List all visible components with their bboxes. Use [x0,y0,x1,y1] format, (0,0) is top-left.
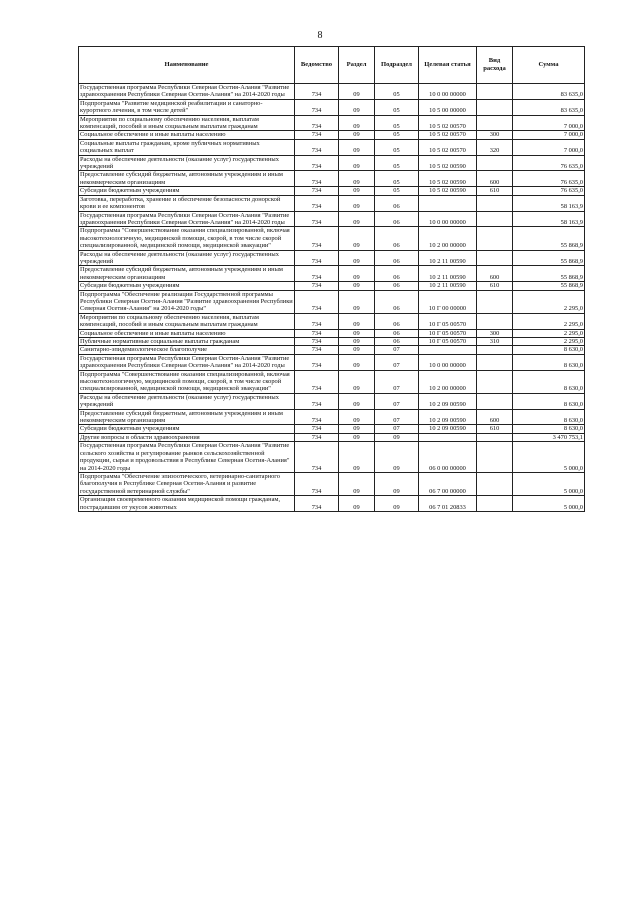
cell-target: 10 5 02 00590 [419,187,477,195]
cell-section: 09 [339,187,375,195]
cell-section: 09 [339,250,375,266]
cell-exptype: 300 [477,131,513,139]
table-body [79,84,585,512]
cell-sum: 8 630,0 [513,354,585,370]
cell-name: Предоставление субсидий бюджетным, автономным учреждениям и иным некоммерческим организациям [79,266,295,282]
cell-dept: 734 [295,99,339,115]
cell-subsection: 06 [375,250,419,266]
cell-subsection: 09 [375,496,419,512]
cell-sum: 55 868,9 [513,227,585,250]
cell-dept: 734 [295,139,339,155]
cell-section: 09 [339,409,375,425]
cell-name: Расходы на обеспечение деятельности (оказание услуг) государственных учреждений [79,155,295,171]
cell-exptype [477,211,513,227]
table-row [79,250,585,266]
cell-target: 10 Г 05 00570 [419,313,477,329]
cell-target [419,195,477,211]
cell-sum: 8 630,0 [513,425,585,433]
cell-exptype [477,250,513,266]
cell-name: Государственная программа Республики Северная Осетия-Алания "Развитие сельского хозяйства и регулирование рынков сельскохозяйственной продукции, сырья и продовольствия в Республике Северная Осетия-Алания" на 2014-2020 годы [79,442,295,473]
cell-exptype: 600 [477,409,513,425]
cell-exptype [477,155,513,171]
table-row [79,195,585,211]
table-row [79,370,585,393]
cell-name: Субсидии бюджетным учреждениям [79,425,295,433]
cell-section: 09 [339,99,375,115]
cell-sum: 8 630,0 [513,346,585,354]
cell-sum: 55 868,9 [513,250,585,266]
cell-subsection: 09 [375,433,419,441]
cell-target: 10 2 00 00000 [419,227,477,250]
cell-dept: 734 [295,409,339,425]
cell-subsection: 09 [375,472,419,495]
cell-subsection: 06 [375,329,419,337]
header-section: Раздел [339,47,375,84]
cell-subsection: 06 [375,227,419,250]
cell-exptype: 310 [477,338,513,346]
table-row [79,338,585,346]
cell-exptype [477,433,513,441]
page-number: 8 [317,30,323,41]
cell-sum: 5 000,0 [513,472,585,495]
cell-subsection: 07 [375,354,419,370]
cell-name: Подпрограмма "Развитие медицинской реабилитации и санаторно-курортного лечения, в том числе детей" [79,99,295,115]
cell-sum: 8 630,0 [513,409,585,425]
cell-dept: 734 [295,250,339,266]
cell-subsection: 06 [375,290,419,313]
cell-target: 06 7 00 00000 [419,472,477,495]
cell-subsection: 06 [375,266,419,282]
cell-sum: 55 868,9 [513,266,585,282]
cell-section: 09 [339,155,375,171]
table-row [79,393,585,409]
cell-subsection: 05 [375,84,419,100]
table-row [79,211,585,227]
cell-exptype [477,354,513,370]
header-target: Целевая статья [419,47,477,84]
header-sum: Сумма [513,47,585,84]
cell-name: Подпрограмма "Обеспечение реализации Государственной программы Республики Северная Осетия-Алания "Развитие здравоохранения Республики Северная Осетия-Алания" на 2014-2020 годы" [80,290,293,313]
cell-sum: 7 000,0 [513,131,585,139]
cell-target [419,433,477,441]
cell-dept: 734 [295,187,339,195]
cell-target: 06 0 00 00000 [419,442,477,473]
cell-target: 10 5 02 00570 [419,115,477,131]
cell-name: Государственная программа Республики Северная Осетия-Алания "Развитие здравоохранения Республики Северная Осетия-Алания" на 2014-2020 годы [79,211,295,227]
cell-sum: 2 295,0 [513,329,585,337]
cell-dept: 734 [295,290,339,313]
cell-name: Расходы на обеспечение деятельности (оказание услуг) государственных учреждений [79,250,295,266]
table-header-row [79,47,585,84]
cell-exptype [477,472,513,495]
cell-dept: 734 [295,227,339,250]
table-row [79,433,585,441]
cell-section: 09 [339,139,375,155]
cell-subsection: 06 [375,282,419,290]
cell-section: 09 [339,211,375,227]
cell-sum: 3 470 753,1 [513,433,585,441]
cell-name: Социальное обеспечение и иные выплаты населению [79,131,295,139]
cell-dept: 734 [295,370,339,393]
cell-exptype [477,115,513,131]
cell-name: Субсидии бюджетным учреждениям [79,282,295,290]
cell-sum: 2 295,0 [513,290,585,313]
cell-subsection: 07 [375,393,419,409]
table-row [79,496,585,512]
cell-target: 10 5 02 00590 [419,171,477,187]
cell-exptype [477,313,513,329]
cell-name: Подпрограмма "Совершенствование оказания специализированной, включая высокотехнологичную, медицинской помощи, скорой, в том числе скорой специализированной, медицинской помощи, медицинской эвакуации" [79,370,295,393]
cell-sum: 55 868,9 [513,282,585,290]
cell-exptype [477,346,513,354]
cell-section: 09 [339,131,375,139]
cell-sum: 8 630,0 [513,393,585,409]
cell-section: 09 [339,195,375,211]
cell-dept: 734 [295,433,339,441]
cell-exptype [477,393,513,409]
cell-section: 09 [339,496,375,512]
cell-target: 10 5 02 00590 [419,155,477,171]
cell-target: 10 Г 05 00570 [419,338,477,346]
cell-sum: 5 000,0 [513,442,585,473]
cell-target: 10 2 11 00590 [419,266,477,282]
cell-sum: 83 635,0 [513,84,585,100]
cell-sum: 76 635,0 [513,171,585,187]
cell-exptype [477,290,513,313]
cell-section: 09 [339,227,375,250]
cell-sum: 58 163,9 [513,195,585,211]
cell-subsection: 05 [375,99,419,115]
cell-target: 10 2 09 00590 [419,425,477,433]
cell-section: 09 [339,393,375,409]
cell-dept: 734 [295,425,339,433]
table-row [79,329,585,337]
cell-target: 10 0 00 00000 [419,211,477,227]
cell-sum: 7 000,0 [513,139,585,155]
cell-name: Другие вопросы в области здравоохранения [79,433,295,441]
cell-target: 10 Г 00 00000 [419,290,477,313]
cell-subsection: 07 [375,409,419,425]
cell-name: Публичные нормативные социальные выплаты гражданам [79,338,295,346]
cell-subsection: 05 [375,131,419,139]
cell-name: Государственная программа Республики Северная Осетия-Алания "Развитие здравоохранения Республики Северная Осетия-Алания" на 2014-2020 годы [79,84,295,100]
cell-target: 10 2 00 00000 [419,370,477,393]
table-row [79,472,585,495]
header-subsection: Подраздел [375,47,419,84]
cell-dept: 734 [295,155,339,171]
cell-dept: 734 [295,313,339,329]
table-row [79,442,585,473]
cell-section: 09 [339,329,375,337]
cell-exptype: 300 [477,329,513,337]
table-row [79,354,585,370]
cell-target: 10 2 09 00590 [419,393,477,409]
cell-dept: 734 [295,171,339,187]
cell-exptype [477,496,513,512]
table-row [79,187,585,195]
cell-exptype [477,195,513,211]
header-dept: Ведомство [295,47,339,84]
table-row [79,171,585,187]
table-row [79,139,585,155]
cell-dept: 734 [295,329,339,337]
cell-exptype [477,99,513,115]
cell-dept: 734 [295,496,339,512]
cell-subsection: 07 [375,370,419,393]
cell-sum: 7 000,0 [513,115,585,131]
cell-target: 10 2 09 00590 [419,409,477,425]
table-row [79,282,585,290]
cell-dept: 734 [295,84,339,100]
cell-section: 09 [339,338,375,346]
cell-dept: 734 [295,266,339,282]
cell-section: 09 [339,266,375,282]
cell-target [419,346,477,354]
cell-section: 09 [339,346,375,354]
cell-subsection: 05 [375,187,419,195]
cell-target: 10 0 00 00000 [419,84,477,100]
cell-sum: 83 635,0 [513,99,585,115]
cell-name: Расходы на обеспечение деятельности (оказание услуг) государственных учреждений [79,393,295,409]
cell-exptype [477,442,513,473]
cell-subsection: 06 [375,313,419,329]
header-name: Наименование [79,47,295,84]
cell-subsection: 06 [375,211,419,227]
cell-dept: 734 [295,442,339,473]
cell-target: 10 0 00 00000 [419,354,477,370]
cell-dept: 734 [295,393,339,409]
table-row [79,155,585,171]
cell-name: Государственная программа Республики Северная Осетия-Алания "Развитие здравоохранения Республики Северная Осетия-Алания" на 2014-2020 годы [79,354,295,370]
table-row [79,409,585,425]
cell-section: 09 [339,290,375,313]
cell-dept: 734 [295,131,339,139]
cell-sum: 2 295,0 [513,313,585,329]
cell-exptype: 320 [477,139,513,155]
cell-dept: 734 [295,354,339,370]
cell-name: Субсидии бюджетным учреждениям [79,187,295,195]
cell-exptype [477,84,513,100]
table-row [79,99,585,115]
cell-exptype: 600 [477,266,513,282]
cell-section: 09 [339,433,375,441]
cell-name: Предоставление субсидий бюджетным, автономным учреждениям и иным некоммерческим организациям [79,171,295,187]
cell-subsection: 05 [375,139,419,155]
cell-sum: 2 295,0 [513,338,585,346]
cell-dept: 734 [295,115,339,131]
cell-subsection: 06 [375,338,419,346]
cell-target: 10 Г 05 00570 [419,329,477,337]
cell-section: 09 [339,115,375,131]
header-exptype: Вид расхода [477,47,513,84]
cell-dept: 734 [295,346,339,354]
cell-subsection: 06 [375,195,419,211]
table-row [79,266,585,282]
table-row [79,84,585,100]
budget-table [78,46,585,512]
cell-subsection: 05 [375,171,419,187]
cell-exptype: 610 [477,187,513,195]
cell-target: 10 5 02 00570 [419,131,477,139]
cell-dept: 734 [295,195,339,211]
cell-target: 10 5 02 00570 [419,139,477,155]
cell-subsection: 09 [375,442,419,473]
cell-sum: 8 630,0 [513,370,585,393]
cell-exptype: 600 [477,171,513,187]
cell-section: 09 [339,425,375,433]
cell-section: 09 [339,472,375,495]
cell-subsection: 05 [375,115,419,131]
cell-name: Мероприятия по социальному обеспечению населения, выплатам компенсаций, пособий и иным социальным выплатам гражданам [79,115,295,131]
table-row [79,131,585,139]
cell-exptype: 610 [477,282,513,290]
cell-exptype [477,370,513,393]
cell-name: Мероприятия по социальному обеспечению населения, выплатам компенсаций, пособий и иным социальным выплатам гражданам [79,313,295,329]
cell-subsection: 07 [375,425,419,433]
cell-name: Предоставление субсидий бюджетным, автономным учреждениям и иным некоммерческим организациям [79,409,295,425]
cell-target: 06 7 01 20833 [419,496,477,512]
cell-dept: 734 [295,282,339,290]
cell-section: 09 [339,313,375,329]
cell-exptype [477,227,513,250]
cell-name: Подпрограмма "Обеспечение эпизоотического, ветеринарно-санитарного благополучия в Республике Северная Осетия-Алания и развитие государственной ветеринарной службы" [79,472,295,495]
table-row [79,346,585,354]
cell-section: 09 [339,171,375,187]
cell-section: 09 [339,282,375,290]
cell-name: Подпрограмма "Совершенствование оказания специализированной, включая высокотехнологичную, медицинской помощи, скорой, в том числе скорой специализированной, медицинской помощи, медицинской эвакуации" [79,227,295,250]
cell-sum: 58 163,9 [513,211,585,227]
cell-target: 10 2 11 00590 [419,282,477,290]
cell-name: Организация своевременного оказания медицинской помощи гражданам, пострадавшим от укусов животных [79,496,295,512]
table-row [79,425,585,433]
cell-dept: 734 [295,211,339,227]
cell-section: 09 [339,442,375,473]
cell-sum: 76 635,0 [513,187,585,195]
cell-subsection: 05 [375,155,419,171]
cell-name: Социальные выплаты гражданам, кроме публичных нормативных социальных выплат [79,139,295,155]
cell-target: 10 2 11 00590 [419,250,477,266]
cell-sum: 5 000,0 [513,496,585,512]
cell-name: Санитарно-эпидемиологическое благополучие [79,346,295,354]
cell-dept: 734 [295,338,339,346]
cell-exptype: 610 [477,425,513,433]
table-row [79,115,585,131]
cell-section: 09 [339,370,375,393]
cell-name: Социальное обеспечение и иные выплаты населению [79,329,295,337]
cell-sum: 76 635,0 [513,155,585,171]
cell-name: Заготовка, переработка, хранение и обеспечение безопасности донорской крови и ее компонентов [79,195,295,211]
cell-target: 10 5 00 00000 [419,99,477,115]
cell-section: 09 [339,84,375,100]
cell-subsection: 07 [375,346,419,354]
cell-section: 09 [339,354,375,370]
table-row [79,227,585,250]
table-row [79,290,585,313]
cell-dept: 734 [295,472,339,495]
table-row [79,313,585,329]
